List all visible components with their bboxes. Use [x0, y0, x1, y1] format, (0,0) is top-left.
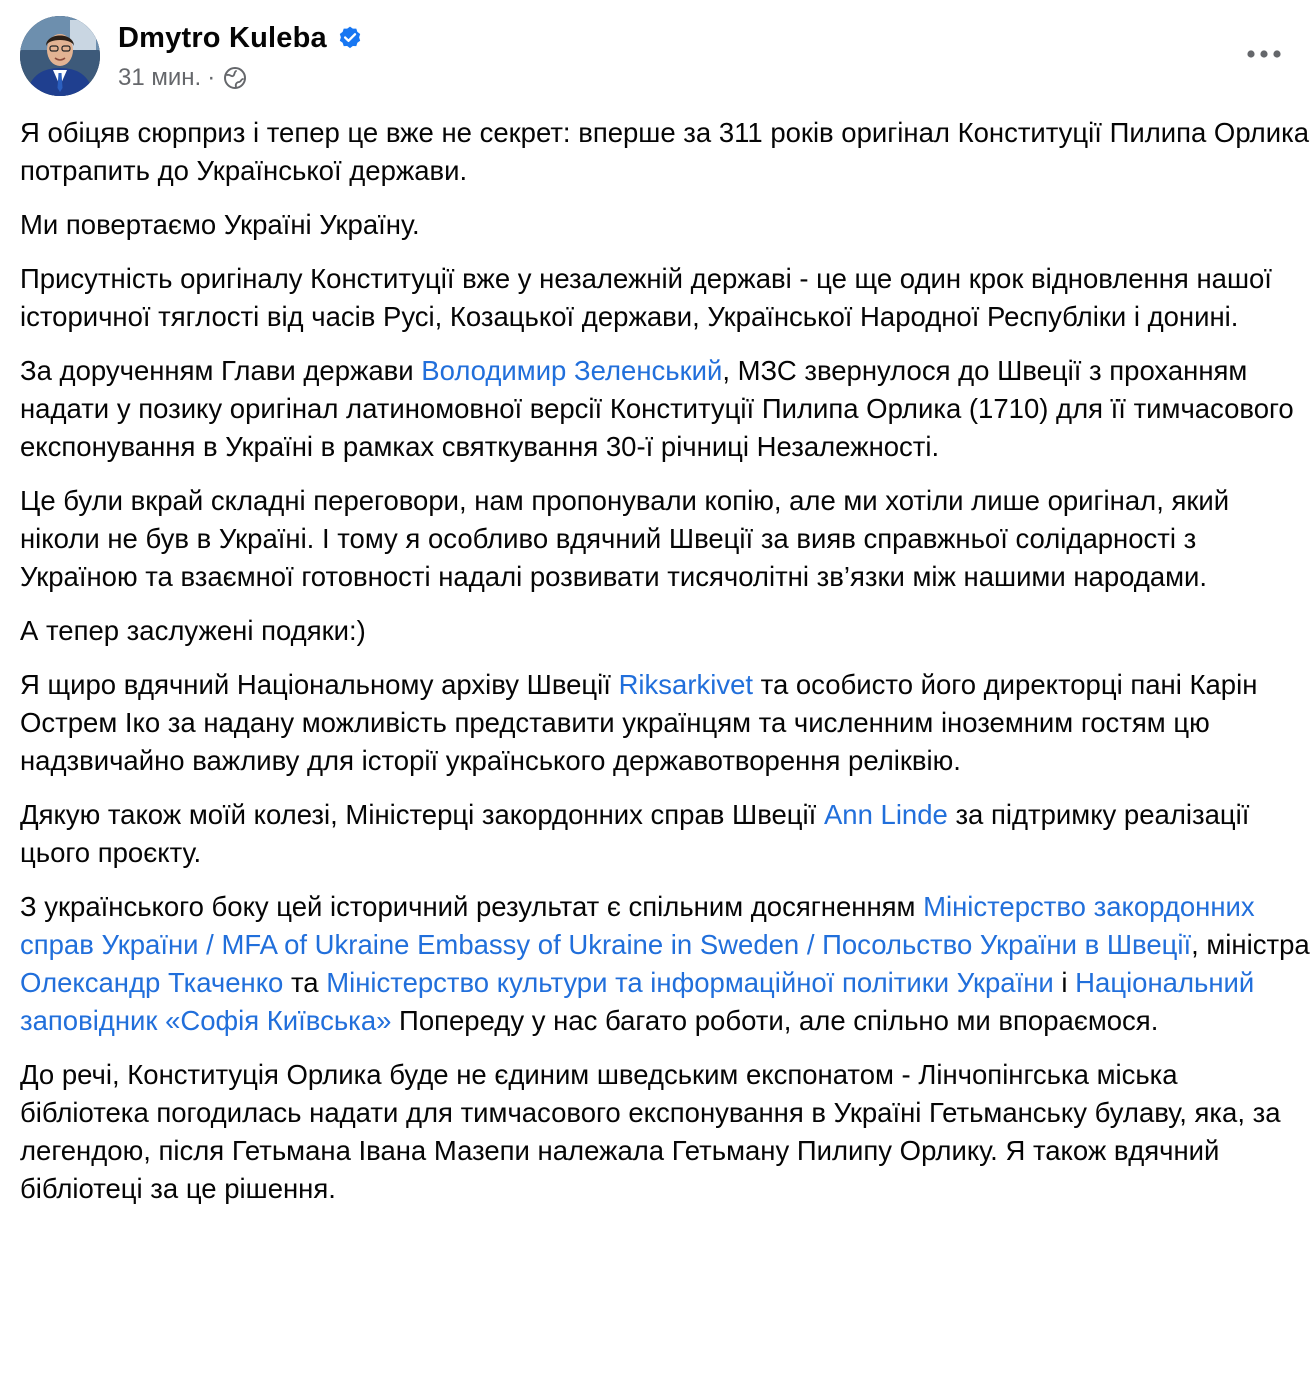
paragraph: Ми повертаємо Україні Україну.: [20, 209, 420, 240]
mention-link[interactable]: Володимир Зеленський: [421, 355, 723, 386]
globe-icon[interactable]: [223, 66, 247, 90]
text: і: [1053, 967, 1076, 998]
mention-link[interactable]: Embassy of Ukraine in Sweden / Посольство України в Швеції: [417, 929, 1192, 960]
mention-link[interactable]: Національний заповідник «Софія Київська»: [20, 967, 1255, 1036]
paragraph: [20, 796, 1310, 872]
post-body: [20, 114, 1310, 1224]
text: За дорученням Глави держави: [20, 355, 422, 386]
mention-link[interactable]: Міністерство культури та інформаційної політики України: [326, 967, 1054, 998]
text: , МЗС звернулося до Швеції з проханням надати у позику оригінал латиномовної версії Конституції Пилипа Орлика (1710) для її тимчасового експонування в Україні в рамках святкування 30-ї річниці Незалежності.: [20, 355, 1294, 462]
text: [409, 929, 417, 960]
verified-badge-icon: [337, 25, 363, 51]
author-name[interactable]: Dmytro Kuleba: [118, 21, 327, 54]
paragraph: Це були вкрай складні переговори, нам пропонували копію, але ми хотіли лише оригінал, який ніколи не був в Україні. І тому я особливо вдячний Швеції за вияв справжньої солідарності з Україною та взаємної готовності надалі розвивати тисячолітні зв’язки між нашими народами.: [20, 485, 1230, 592]
paragraph: [20, 352, 1310, 466]
text: Дякую також моїй колезі, Міністерці закордонних справ Швеції: [20, 799, 824, 830]
author-row: [118, 18, 363, 58]
text: , міністра: [1191, 929, 1310, 960]
text: та особисто його директорці пані Карін Острем Іко за надану можливість представити українцям та численним іноземним гостям цю надзвичайно важливу для історії українського державотворення реліквію.: [20, 669, 1258, 776]
paragraph: А тепер заслужені подяки:): [20, 615, 366, 646]
post-header: [20, 16, 1292, 100]
paragraph: Я обіцяв сюрприз і тепер це вже не секрет: вперше за 311 років оригінал Конституції Пилипа Орлика потрапить до Української держави.: [20, 117, 1310, 186]
mention-link[interactable]: Міністерство закордонних справ України / MFA of Ukraine: [20, 891, 1255, 960]
mention-link[interactable]: Олександр Ткаченко: [20, 967, 284, 998]
text: та: [283, 967, 327, 998]
author-avatar[interactable]: [20, 16, 100, 96]
more-options-icon: [1244, 49, 1284, 59]
text: Я щиро вдячний Національному архіву Швеції: [20, 669, 619, 700]
text: за підтримку реалізації цього проєкту.: [20, 799, 1250, 868]
meta-separator: ·: [207, 64, 216, 91]
post-meta: [118, 62, 247, 94]
paragraph: До речі, Конституція Орлика буде не єдиним шведським експонатом - Лінчопінгська міська бібліотека погодилась надати для тимчасового експонування в Україні Гетьманську булаву, яка, за легендою, після Гетьмана Івана Мазепи належала Гетьману Пилипу Орлику. Я також вдячний бібліотеці за це рішення.: [20, 1059, 1281, 1204]
avatar-photo: [20, 16, 100, 96]
paragraph: Присутність оригіналу Конституції вже у незалежній державі - це ще один крок відновлення нашої історичної тяглості від часів Русі, Козацької держави, Української Народної Республіки і донині.: [20, 263, 1272, 332]
text: Попереду у нас багато роботи, але спільно ми впораємося.: [391, 1005, 1159, 1036]
paragraph: [20, 888, 1310, 1040]
mention-link[interactable]: Riksarkivet: [618, 669, 754, 700]
mention-link[interactable]: Ann Linde: [823, 799, 948, 830]
text: З українського боку цей історичний результат є спільним досягненням: [20, 891, 924, 922]
post-time[interactable]: 31 мин.: [118, 64, 202, 91]
paragraph: [20, 666, 1310, 780]
more-options-button[interactable]: [1236, 36, 1292, 72]
